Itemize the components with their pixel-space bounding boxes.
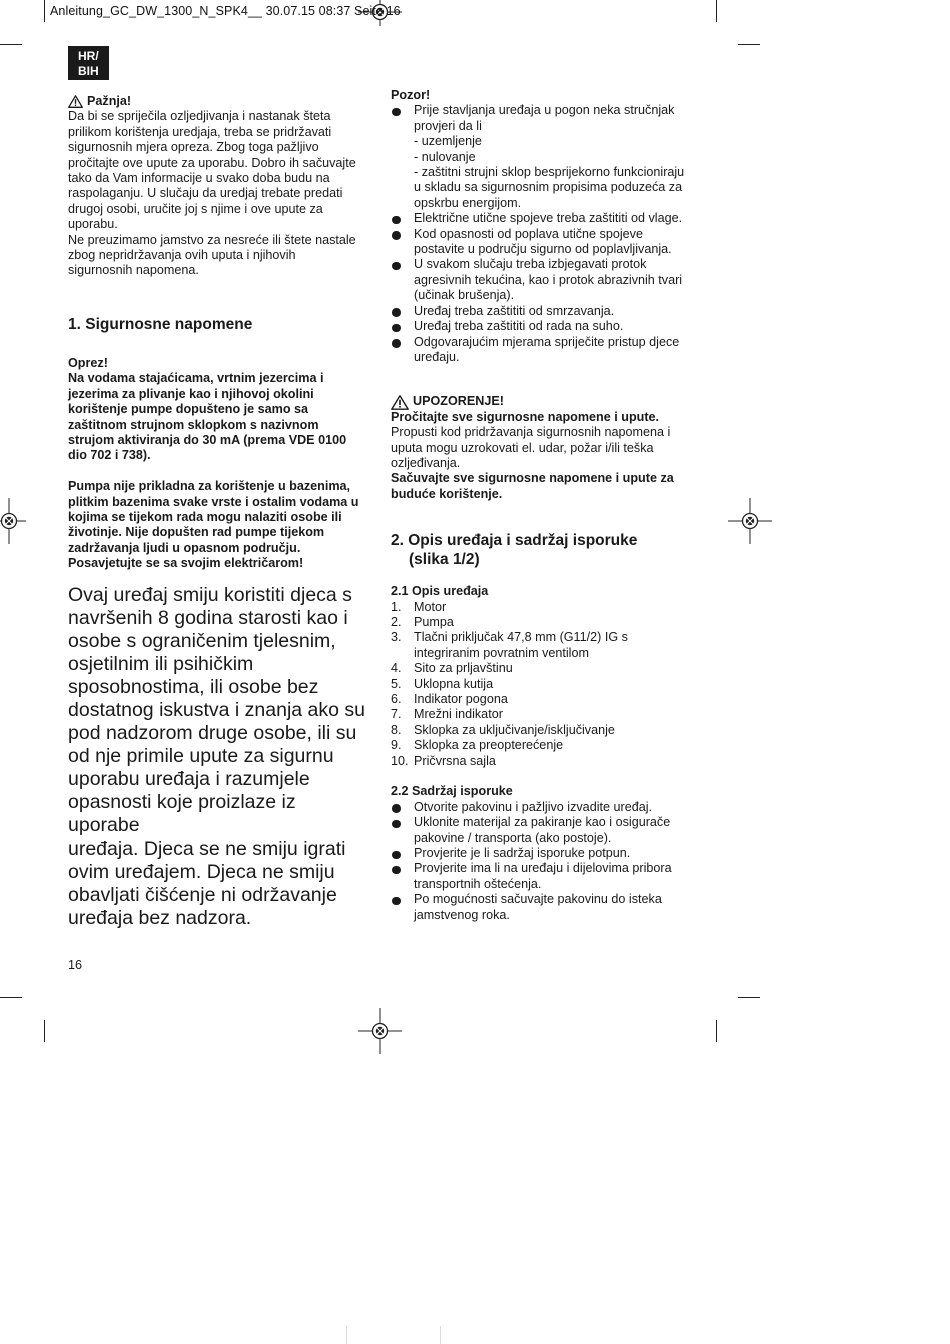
text-line: transportnih oštećenja. xyxy=(414,876,542,891)
text-line: Pročitajte sve sigurnosne napomene i upute. xyxy=(391,409,660,424)
list-item xyxy=(391,815,691,846)
text-line: raspolaganju. U slučaju da uredjaj trebate predati xyxy=(68,186,343,201)
item-number: 5. xyxy=(391,676,402,691)
list-item xyxy=(391,677,691,692)
print-slug-header: Anleitung_GC_DW_1300_N_SPK4__ 30.07.15 08:37 Seite 16 xyxy=(50,4,401,18)
text-line: u skladu sa sigurnosnim propisima poduzeća za xyxy=(414,180,683,195)
list-item xyxy=(391,692,691,707)
right-column xyxy=(391,88,691,923)
bullet-icon xyxy=(392,308,401,317)
text-line: osobe s ograničenim tjelesnim, xyxy=(68,629,336,652)
crop-mark-bottom-right-v xyxy=(716,1020,717,1042)
text-line: drugoj osobi, uručite joj s njime i ove upute za xyxy=(68,201,323,216)
text-line: Sklopka za uključivanje/isključivanje xyxy=(414,722,615,737)
text-line: tako da Vam informacije u svako doba budu na xyxy=(68,171,330,186)
text-line: 2. Opis uređaja i sadržaj isporuke xyxy=(391,532,638,550)
text-line: Sito za prljavštinu xyxy=(414,661,513,676)
text-line: prilikom korištenja uredjaja, treba se pridržavati xyxy=(68,124,332,139)
crop-mark-bottom-right-h xyxy=(738,997,760,998)
item-number: 8. xyxy=(391,722,402,737)
text-line: od nje primile upute za sigurnu xyxy=(68,745,334,768)
text-line: Prije stavljanja uređaja u pogon neka stručnjak xyxy=(414,103,675,118)
text-line: Propusti kod pridržavanja sigurnosnih napomena i xyxy=(391,425,671,440)
warning-triangle-icon xyxy=(68,95,83,108)
text-line: Sačuvajte sve sigurnosne napomene i upute za xyxy=(391,471,674,486)
item-number: 9. xyxy=(391,738,402,753)
text-line: Uklopna kutija xyxy=(414,676,494,691)
text-line: Mrežni indikator xyxy=(414,707,503,722)
text-line: Na vodama stajaćicama, vrtnim jezercima i xyxy=(68,371,324,386)
device-parts-list xyxy=(391,600,691,769)
language-badge xyxy=(68,46,109,80)
bullet-icon xyxy=(392,804,401,813)
bullet-icon xyxy=(392,324,401,333)
crop-mark-bottom-left-h xyxy=(0,997,22,998)
list-item xyxy=(391,103,691,211)
list-item xyxy=(391,754,691,769)
item-number: 1. xyxy=(391,599,402,614)
text-line: ozljeđivanja. xyxy=(391,455,461,470)
list-item xyxy=(391,335,691,366)
attention-text xyxy=(68,109,368,278)
list-item xyxy=(391,630,691,661)
item-number: 10. xyxy=(391,753,409,768)
item-number: 3. xyxy=(391,630,402,645)
pozor-title: Pozor! xyxy=(391,88,431,102)
text-line: - nulovanje xyxy=(414,149,476,164)
list-item xyxy=(391,846,691,861)
text-line: dostatnog iskustva i znanja ako su xyxy=(68,699,366,722)
text-line: strujom aktiviranja do 30 mA (prema VDE 0100 xyxy=(68,432,347,447)
text-line: - zaštitni strujni sklop besprijekorno funkcioniraju xyxy=(414,165,685,180)
registration-mark-bottom-icon xyxy=(358,1008,402,1054)
text-line: plitkim bazenima svake vrste i ostalim vodama u xyxy=(68,494,359,509)
text-line: - uzemljenje xyxy=(414,134,482,149)
bullet-icon xyxy=(392,108,401,117)
text-line: Pričvrsna sajla xyxy=(414,753,496,768)
crop-mark-top-right-v xyxy=(716,0,717,22)
bullet-icon xyxy=(392,231,401,240)
faint-mark-bottom-2 xyxy=(440,1326,441,1344)
text-line: provjeri da li xyxy=(414,118,482,133)
list-item xyxy=(391,723,691,738)
text-line: Pumpa xyxy=(414,614,454,629)
text-line: Motor xyxy=(414,599,447,614)
bullet-icon xyxy=(392,851,401,860)
text-line: kojima se tijekom rada mogu nalaziti osobe ili xyxy=(68,509,342,524)
list-item xyxy=(391,861,691,892)
bullet-icon xyxy=(392,339,401,348)
subsection-2-1-title: 2.1 Opis uređaja xyxy=(391,584,489,599)
text-line: Po mogućnosti sačuvajte pakovinu do isteka xyxy=(414,892,662,907)
text-line: Uklonite materijal za pakiranje kao i osiguračе xyxy=(414,815,671,830)
text-line: dio 702 i 738). xyxy=(68,448,151,463)
text-line: uporabu. xyxy=(68,217,118,232)
pozor-list xyxy=(391,103,691,365)
faint-mark-bottom-1 xyxy=(346,1326,347,1344)
text-line: Provjerite je li sadržaj isporuke potpun. xyxy=(414,846,631,861)
warning-triangle-icon xyxy=(391,395,409,410)
text-line: pod nadzorom druge osobe, ili su xyxy=(68,722,357,745)
item-number: 4. xyxy=(391,661,402,676)
caution-title: Oprez! xyxy=(68,355,108,370)
crop-mark-top-right-h xyxy=(738,44,760,45)
crop-mark-bottom-left-v xyxy=(44,1020,45,1042)
list-item xyxy=(391,600,691,615)
warning-text xyxy=(391,410,691,502)
text-line: Indikator pogona xyxy=(414,692,508,706)
subsection-2-2-title: 2.2 Sadržaj isporuke xyxy=(391,784,513,799)
section-2-title xyxy=(391,531,691,569)
text-line: buduće korištenje. xyxy=(391,486,503,501)
text-line: zadržavanja ljudi u opasnom području. xyxy=(68,540,301,555)
text-line: uputa mogu uzrokovati el. udar, požar i/ili teška xyxy=(391,440,654,455)
text-line: Odgovarajućim mjerama spriječite pristup djece xyxy=(414,334,680,349)
text-line: Kod opasnosti od poplava utične spojeve xyxy=(414,226,643,241)
text-line: pakovine / transporta (ako postoje). xyxy=(414,830,612,845)
text-line: navršenih 8 godina starosti kao i xyxy=(68,606,348,629)
text-line: korištenje pumpe dopušteno je samo sa xyxy=(68,402,309,417)
text-line: Ne preuzimamo jamstvo za nesreće ili štete nastale xyxy=(68,232,356,247)
text-line: uporabu uređaja i razumjele xyxy=(68,768,310,791)
text-line: jamstvenog roka. xyxy=(414,907,510,922)
caution-block xyxy=(68,356,368,464)
text-line: Uređaj treba zaštititi od smrzavanja. xyxy=(414,303,615,318)
text-line: integriranim povratnim ventilom xyxy=(414,645,589,660)
text-line: agresivnih tekućina, kao i protok abrazivnih tvari xyxy=(414,272,683,287)
text-line: životinje. Nije dopušten rad pumpe tijekom xyxy=(68,525,325,540)
pool-warning-block xyxy=(68,479,368,571)
bullet-icon xyxy=(392,820,401,829)
text-line: Posavjetujte se sa svojim električarom! xyxy=(68,556,304,571)
text-line: obavljati čišćenje ni održavanje xyxy=(68,883,337,906)
list-item xyxy=(391,800,691,815)
list-item xyxy=(391,738,691,753)
text-line: Otvorite pakovinu i pažljivo izvadite uređaj. xyxy=(414,799,653,814)
item-number: 6. xyxy=(391,692,402,706)
text-line: uređaja. Djeca se ne smiju igrati xyxy=(68,837,346,860)
text-line: opasnosti koje proizlaze iz uporabe xyxy=(68,791,296,837)
text-line: pročitajte ove upute za uporabu. Dobro ih sačuvajte xyxy=(68,155,356,170)
text-line: jezerima za plivanje kao i njihovoj okolini xyxy=(68,386,314,401)
text-line: Da bi se spriječila ozljedjivanja i nastanak šteta xyxy=(68,109,331,124)
warning-title: UPOZORENJE! xyxy=(413,394,504,409)
children-notice xyxy=(68,584,368,930)
registration-mark-left-icon xyxy=(0,498,26,544)
list-item xyxy=(391,211,691,226)
text-line: Tlačni priključak 47,8 mm (G11/2) IG s xyxy=(414,630,628,645)
text-line: ovim uređajem. Djeca ne smiju xyxy=(68,860,335,883)
bullet-icon xyxy=(392,897,401,906)
item-number: 2. xyxy=(391,614,402,629)
crop-mark-top-left-v xyxy=(44,0,45,22)
bullet-icon xyxy=(392,866,401,875)
delivery-list xyxy=(391,800,691,923)
text-line: (slika 1/2) xyxy=(409,551,480,569)
text-line: Uređaj treba zaštititi od rada na suho. xyxy=(414,319,624,334)
registration-mark-right-icon xyxy=(728,498,772,544)
list-item xyxy=(391,892,691,923)
list-item xyxy=(391,707,691,722)
language-badge-line2: BIH xyxy=(78,64,99,78)
list-item xyxy=(391,319,691,334)
text-line: (učinak brušenja). xyxy=(414,288,515,303)
text-line: zaštitnom strujnom sklopkom s nazivnom xyxy=(68,417,319,432)
text-line: Pumpa nije prikladna za korištenje u bazenima, xyxy=(68,479,351,494)
text-line: uređaja bez nadzora. xyxy=(68,906,252,929)
text-line: opskrbu energijom. xyxy=(414,195,522,210)
text-line: U svakom slučaju treba izbjegavati protok xyxy=(414,257,647,272)
text-line: sigurnosnih mjera opreza. Zbog toga pažljivo xyxy=(68,140,319,155)
bullet-icon xyxy=(392,216,401,225)
item-number: 7. xyxy=(391,707,402,722)
text-line: sigurnosnih napomena. xyxy=(68,263,199,278)
section-1-title: 1. Sigurnosne napomene xyxy=(68,315,253,333)
text-line: Ovaj uređaj smiju koristiti djeca s xyxy=(68,583,352,606)
left-column xyxy=(68,94,368,930)
text-line: Sklopka za preopterećenje xyxy=(414,738,564,753)
text-line: postavite u području sigurno od poplavljivanja. xyxy=(414,242,672,257)
page-number: 16 xyxy=(68,958,83,972)
text-line: zbog nepridržavanja ovih uputa i njihovih xyxy=(68,248,296,263)
text-line: uređaju. xyxy=(414,349,460,364)
warning-heading xyxy=(391,394,691,409)
text-line: osjetilnim ili psihičkim xyxy=(68,652,254,675)
list-item xyxy=(391,257,691,303)
language-badge-line1: HR/ xyxy=(78,49,99,63)
list-item xyxy=(391,661,691,676)
attention-heading xyxy=(68,94,368,109)
text-line: Provjerite ima li na uređaju i dijelovima pribora xyxy=(414,861,672,876)
crop-mark-top-left-h xyxy=(0,44,22,45)
bullet-icon xyxy=(392,262,401,271)
text-line: sposobnostima, ili osobe bez xyxy=(68,675,319,698)
list-item xyxy=(391,227,691,258)
list-item xyxy=(391,304,691,319)
list-item xyxy=(391,615,691,630)
attention-title: Pažnja! xyxy=(87,94,132,108)
text-line: Električne utične spojeve treba zaštititi od vlage. xyxy=(414,211,683,226)
